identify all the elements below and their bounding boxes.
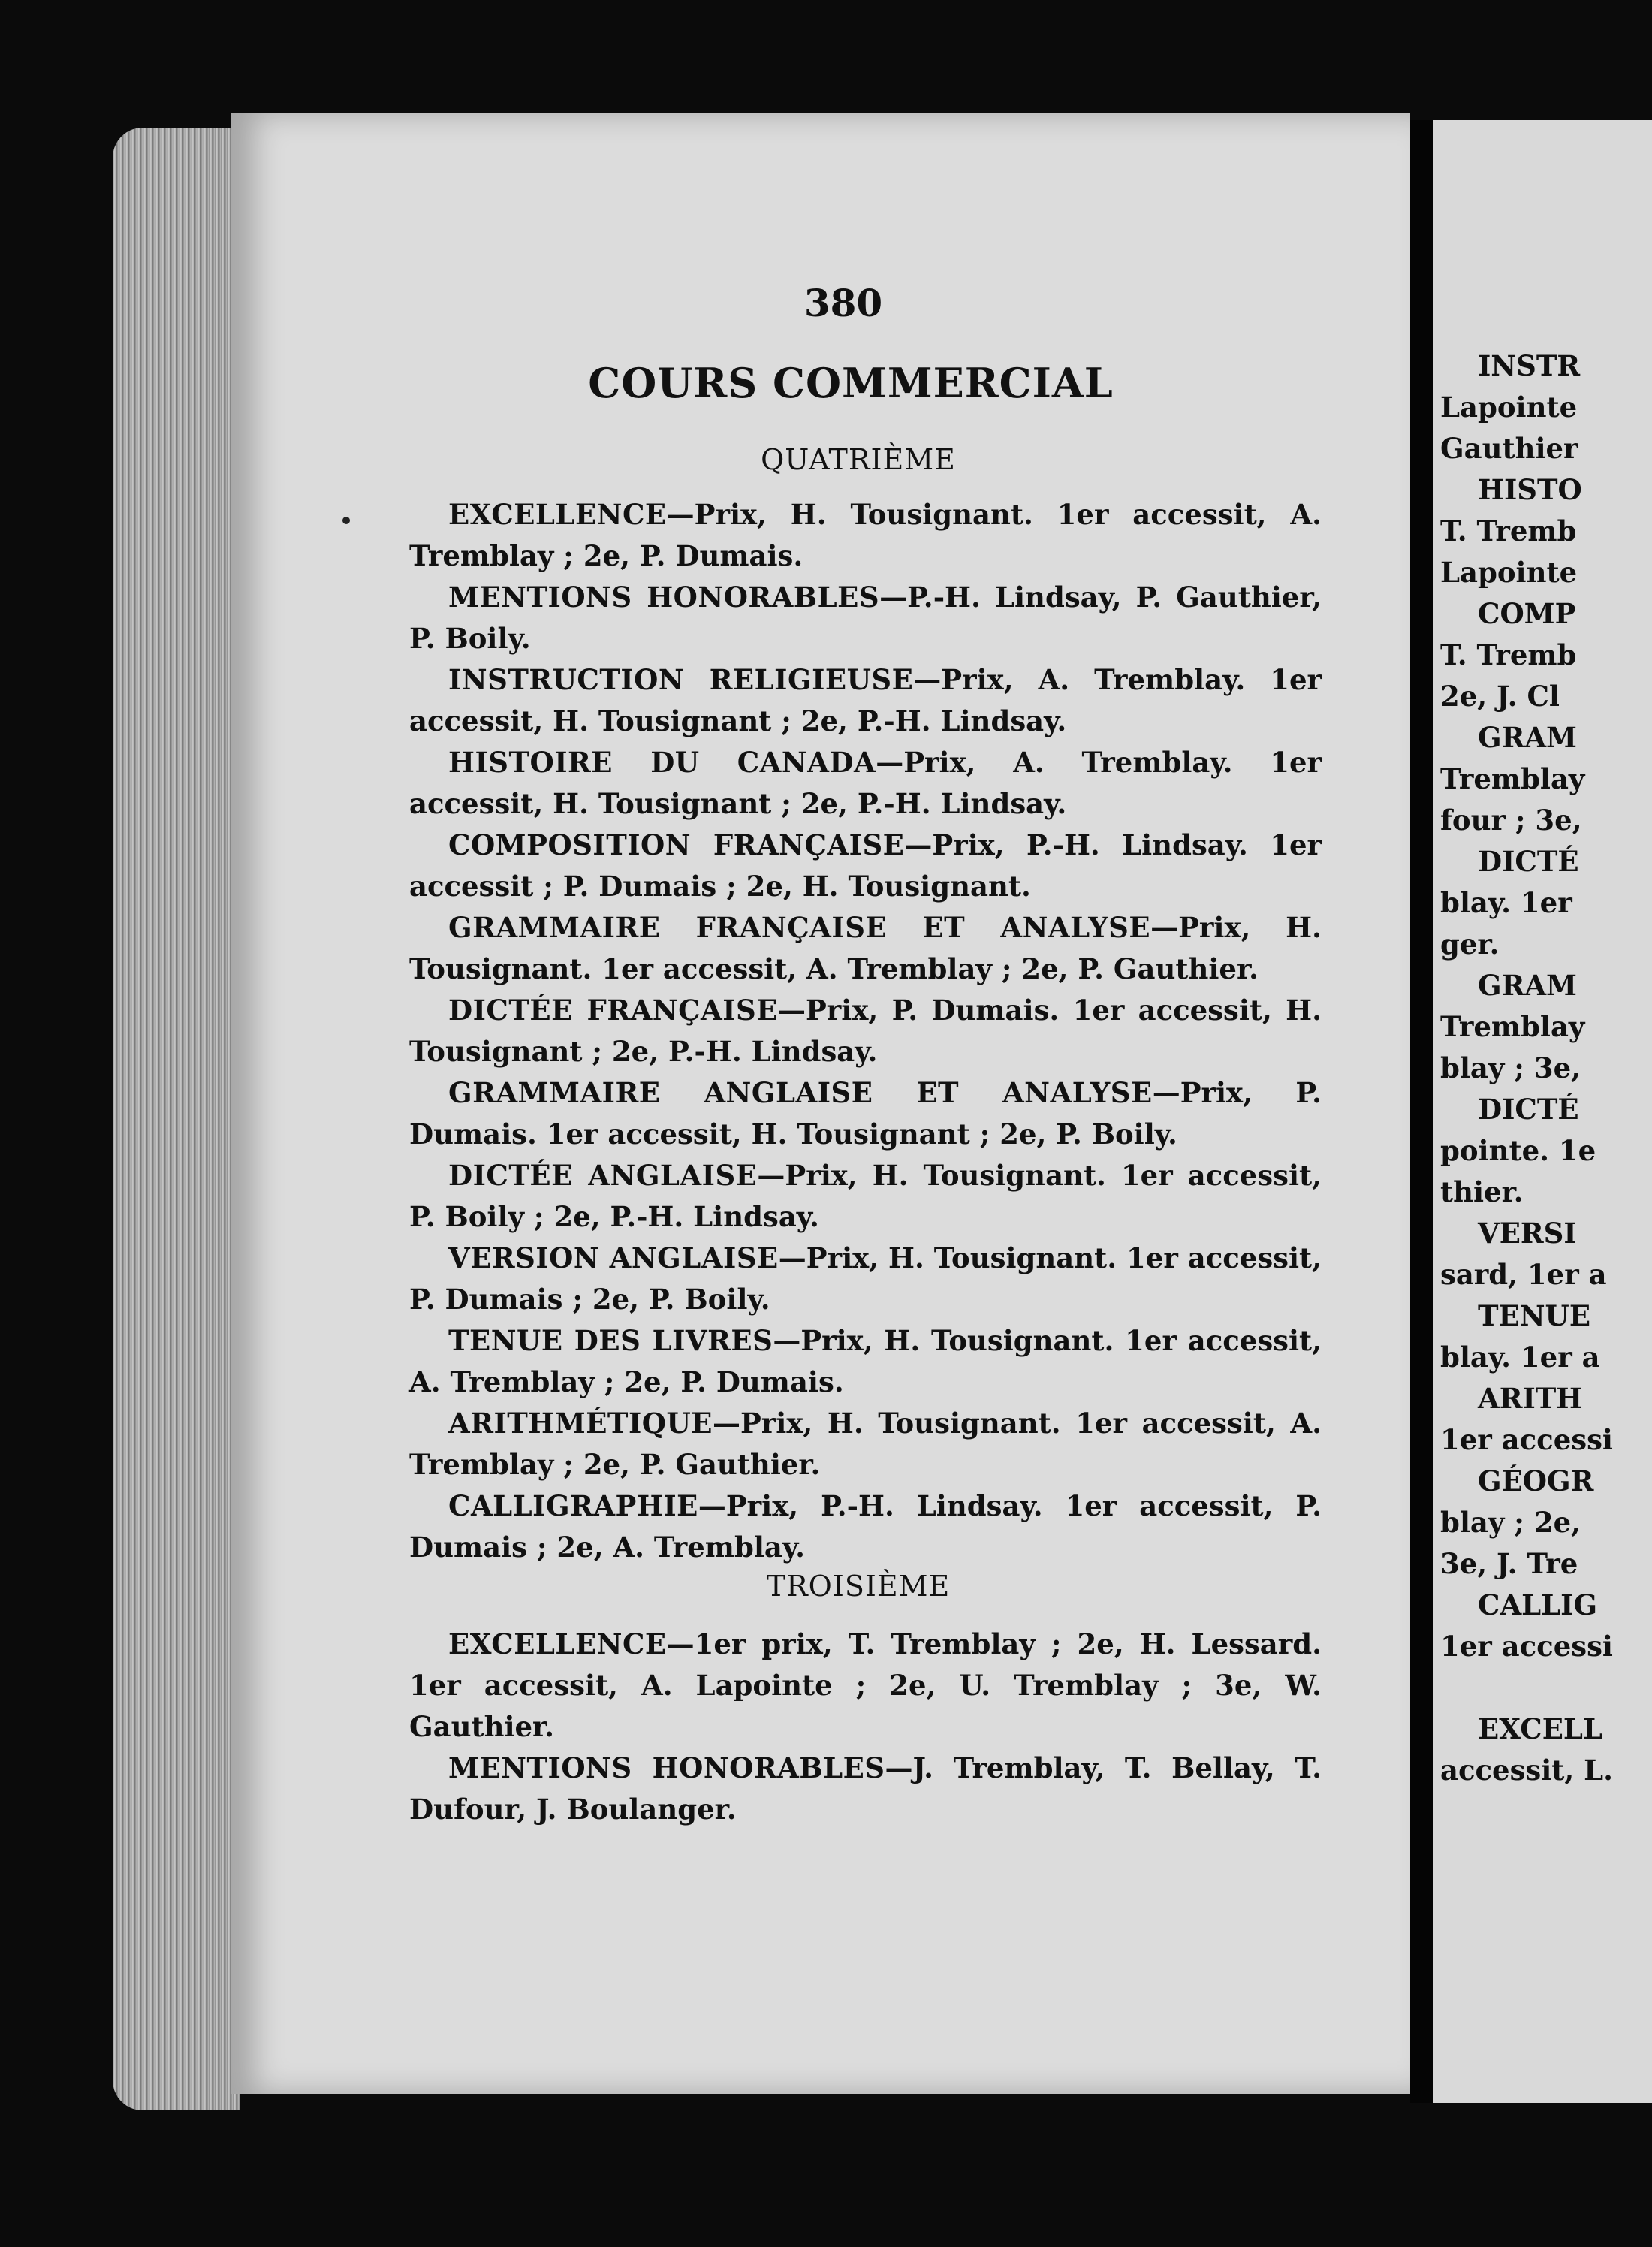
entry bbox=[409, 659, 1322, 742]
right-page-line: 1er accessi bbox=[1440, 1423, 1613, 1456]
entry-label: CALLIGRAPHIE bbox=[448, 1489, 698, 1522]
right-page-line: DICTÉ bbox=[1478, 845, 1579, 878]
right-page-line: blay. 1er bbox=[1440, 886, 1572, 919]
entry bbox=[409, 990, 1322, 1072]
entries-quatrieme bbox=[409, 494, 1322, 1568]
right-page-line: ger. bbox=[1440, 927, 1500, 961]
right-page-line: COMP bbox=[1478, 597, 1576, 630]
ink-dot bbox=[342, 517, 350, 524]
entry bbox=[409, 577, 1322, 659]
entry-text: —Prix, H. Tousignant. 1er accessit, P. Dumais ; 2e, P. Boily. bbox=[409, 1241, 1322, 1316]
right-page-line: T. Tremb bbox=[1440, 638, 1577, 671]
right-page-line: GRAM bbox=[1478, 721, 1578, 754]
right-page-line: CALLIG bbox=[1478, 1588, 1598, 1621]
entry bbox=[409, 907, 1322, 990]
right-page-line: blay ; 2e, bbox=[1440, 1506, 1581, 1539]
entry-label: COMPOSITION FRANÇAISE bbox=[448, 828, 905, 861]
entry bbox=[409, 1072, 1322, 1155]
subsection-heading-quatrieme: QUATRIÈME bbox=[761, 443, 956, 476]
entry-text: —Prix, H. Tousignant. 1er accessit, A. Tremblay ; 2e, P. Gauthier. bbox=[409, 1407, 1322, 1481]
entry bbox=[409, 742, 1322, 825]
entry-label: ARITHMÉTIQUE bbox=[448, 1407, 713, 1440]
right-page-line: 3e, J. Tre bbox=[1440, 1547, 1578, 1580]
entry-text: —Prix, P. Dumais. 1er accessit, H. Tousignant ; 2e, P. Boily. bbox=[409, 1076, 1322, 1151]
entry bbox=[409, 1320, 1322, 1403]
right-page-line: Lapointe bbox=[1440, 556, 1578, 589]
right-page-line bbox=[1440, 1667, 1652, 1709]
right-page-line: four ; 3e, bbox=[1440, 804, 1582, 837]
entry bbox=[409, 1155, 1322, 1238]
right-page bbox=[1433, 120, 1652, 2103]
right-page-line: EXCELL bbox=[1478, 1712, 1602, 1745]
entry-label: DICTÉE FRANÇAISE bbox=[448, 994, 778, 1027]
entry-label: MENTIONS HONORABLES bbox=[448, 1751, 885, 1784]
entry-label: HISTOIRE DU CANADA bbox=[448, 746, 876, 779]
right-page-line: GÉOGR bbox=[1478, 1464, 1594, 1497]
right-page-line: blay ; 3e, bbox=[1440, 1051, 1581, 1084]
entry-label: GRAMMAIRE ANGLAISE ET ANALYSE bbox=[448, 1076, 1153, 1109]
right-page-line: pointe. 1e bbox=[1440, 1134, 1596, 1167]
right-page-line: Tremblay bbox=[1440, 1010, 1585, 1043]
right-page-line: DICTÉ bbox=[1478, 1093, 1579, 1126]
right-page-line: VERSI bbox=[1478, 1217, 1577, 1250]
entry-text: —1er prix, T. Tremblay ; 2e, H. Lessard. 1er accessit, A. Lapointe ; 2e, U. Tremblay ; 3e, W. Gauthier. bbox=[409, 1627, 1322, 1743]
entry-text: —Prix, P. Dumais. 1er accessit, H. Tousignant ; 2e, P.-H. Lindsay. bbox=[409, 994, 1322, 1068]
right-page-line: Gauthier bbox=[1440, 432, 1578, 465]
right-page-line: accessit, L. bbox=[1440, 1754, 1614, 1787]
entry-text: —J. Tremblay, T. Bellay, T. Dufour, J. Boulanger. bbox=[409, 1751, 1322, 1826]
entry-label: VERSION ANGLAISE bbox=[448, 1241, 779, 1274]
entry-label: EXCELLENCE bbox=[448, 1627, 667, 1660]
entry-label: INSTRUCTION RELIGIEUSE bbox=[448, 663, 914, 696]
entry-label: GRAMMAIRE FRANÇAISE ET ANALYSE bbox=[448, 911, 1151, 944]
right-page-line: GRAM bbox=[1478, 969, 1578, 1002]
entry-text: —Prix, H. Tousignant. 1er accessit, A. Tremblay ; 2e, P. Gauthier. bbox=[409, 911, 1322, 985]
book-gutter bbox=[1410, 120, 1433, 2103]
right-page-line: Tremblay bbox=[1440, 762, 1585, 795]
right-page-text bbox=[1440, 345, 1652, 1791]
right-page-line: sard, 1er a bbox=[1440, 1258, 1607, 1291]
right-page-line: 2e, J. Cl bbox=[1440, 680, 1560, 713]
entry bbox=[409, 1403, 1322, 1485]
entry bbox=[409, 1485, 1322, 1568]
entry bbox=[409, 1238, 1322, 1320]
entry-label: MENTIONS HONORABLES bbox=[448, 581, 880, 614]
entry-text: —Prix, A. Tremblay. 1er accessit, H. Tousignant ; 2e, P.-H. Lindsay. bbox=[409, 746, 1322, 820]
entry bbox=[409, 494, 1322, 577]
right-page-line: INSTR bbox=[1478, 349, 1581, 382]
right-page-line: 1er accessi bbox=[1440, 1630, 1613, 1663]
entry-text: —P.-H. Lindsay, P. Gauthier, P. Boily. bbox=[409, 581, 1322, 655]
right-page-line: ARITH bbox=[1478, 1382, 1583, 1415]
left-page bbox=[231, 113, 1410, 2094]
entry-text: —Prix, P.-H. Lindsay. 1er accessit, P. Dumais ; 2e, A. Tremblay. bbox=[409, 1489, 1322, 1564]
entry bbox=[409, 1624, 1322, 1748]
entry-text: —Prix, H. Tousignant. 1er accessit, A. Tremblay ; 2e, P. Dumais. bbox=[409, 1324, 1322, 1398]
entry-label: EXCELLENCE bbox=[448, 498, 667, 531]
right-page-line: HISTO bbox=[1478, 473, 1582, 506]
entry-text: —Prix, P.-H. Lindsay. 1er accessit ; P. Dumais ; 2e, H. Tousignant. bbox=[409, 828, 1322, 903]
entries-troisieme bbox=[409, 1624, 1322, 1830]
section-title: COURS COMMERCIAL bbox=[588, 359, 1114, 407]
right-page-line: blay. 1er a bbox=[1440, 1341, 1600, 1374]
entry-label: TENUE DES LIVRES bbox=[448, 1324, 773, 1357]
page-edges bbox=[113, 128, 240, 2110]
right-page-line: TENUE bbox=[1478, 1299, 1591, 1332]
entry-text: —Prix, A. Tremblay. 1er accessit, H. Tousignant ; 2e, P.-H. Lindsay. bbox=[409, 663, 1322, 737]
entry-label: DICTÉE ANGLAISE bbox=[448, 1159, 758, 1192]
right-page-line: T. Tremb bbox=[1440, 514, 1577, 547]
entry-text: —Prix, H. Tousignant. 1er accessit, A. Tremblay ; 2e, P. Dumais. bbox=[409, 498, 1322, 572]
right-page-line: Lapointe bbox=[1440, 391, 1578, 424]
page-number: 380 bbox=[803, 281, 883, 325]
entry bbox=[409, 1748, 1322, 1830]
entry bbox=[409, 825, 1322, 907]
subsection-heading-troisieme: TROISIÈME bbox=[766, 1570, 951, 1603]
entry-text: —Prix, H. Tousignant. 1er accessit, P. Boily ; 2e, P.-H. Lindsay. bbox=[409, 1159, 1322, 1233]
right-page-line: thier. bbox=[1440, 1175, 1524, 1208]
